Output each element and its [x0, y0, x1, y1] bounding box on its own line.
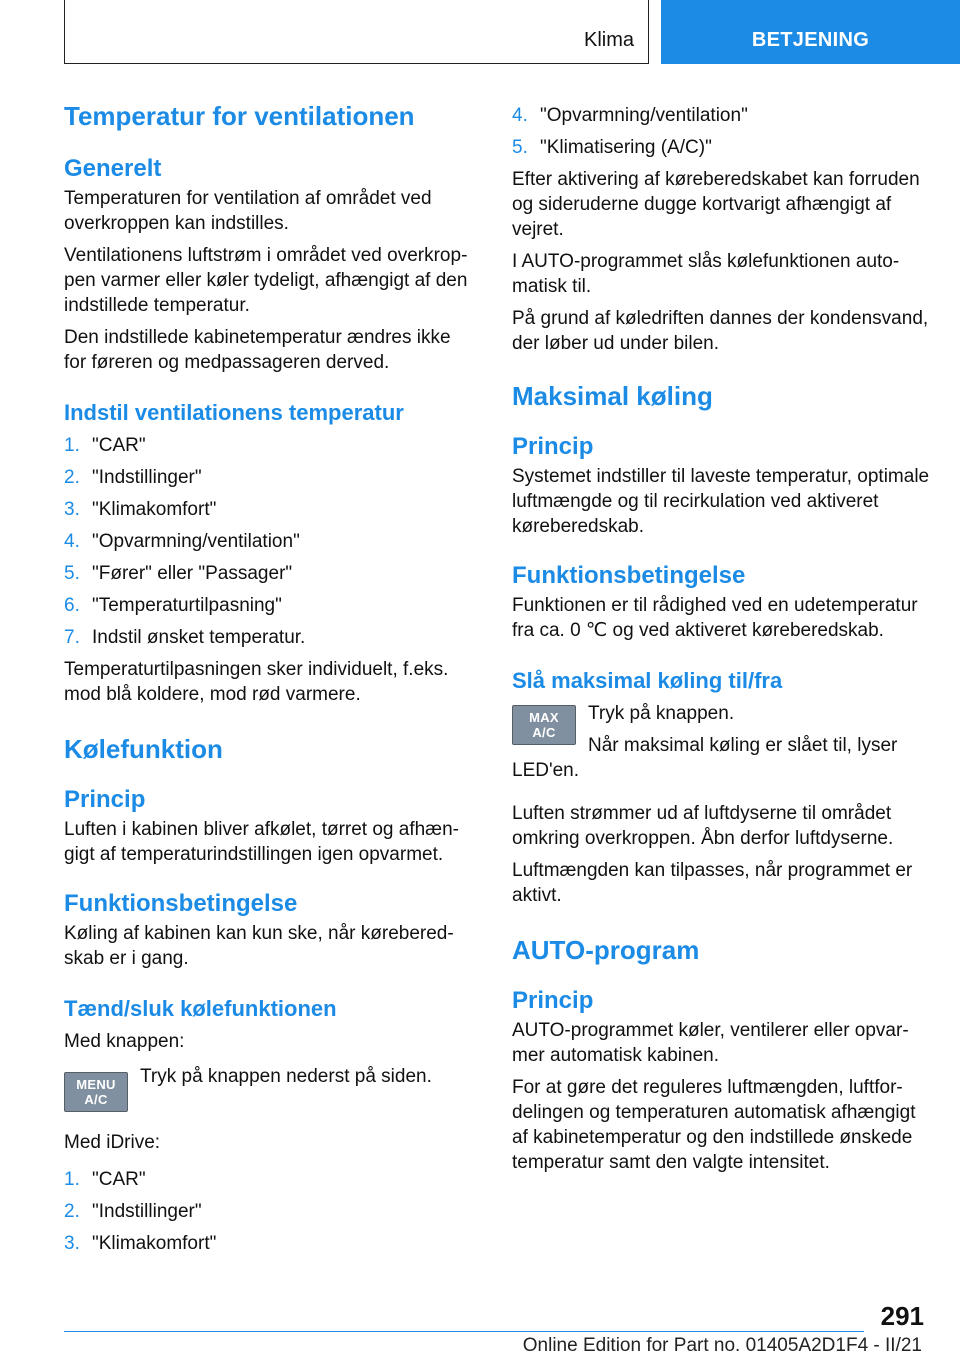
step-text: "Indstillinger"	[92, 467, 202, 488]
step-text: "Klimatisering (A/C)"	[540, 137, 712, 158]
list-item	[64, 465, 476, 490]
list-item	[64, 561, 476, 586]
paragraph: Tryk på knappen.	[588, 703, 735, 724]
heading-funktionsbetingelse: Funktionsbetingelse	[512, 562, 746, 589]
step-number: 3.	[64, 499, 80, 520]
page-number: 291	[880, 1301, 924, 1331]
step-number: 6.	[64, 595, 80, 616]
list-item	[512, 103, 932, 128]
menu-ac-button-label-1: MENU	[76, 1077, 116, 1092]
step-number: 5.	[64, 563, 80, 584]
heading-princip: Princip	[64, 786, 146, 813]
heading-slaa-maksimal: Slå maksimal køling til/fra	[512, 668, 783, 693]
step-number: 7.	[64, 627, 80, 648]
paragraph: Funktionen er til rådighed ved en udetemperatur fra ca. 0 ℃ og ved aktiveret køreberedskab.	[512, 595, 918, 641]
max-ac-row	[512, 701, 932, 783]
step-number: 2.	[64, 1201, 80, 1222]
step-text: "Opvarmning/ventilation"	[540, 105, 748, 126]
paragraph: Den indstillede kabinetemperatur ændres ikke for føreren og medpassageren derved.	[64, 327, 451, 373]
paragraph: Tryk på knappen nederst på siden.	[140, 1066, 432, 1087]
paragraph: AUTO-programmet køler, ventilerer eller opvarmer automatisk kabinen.	[512, 1020, 909, 1066]
step-number: 1.	[64, 1169, 80, 1190]
list-item	[64, 1167, 476, 1192]
step-number: 2.	[64, 467, 80, 488]
menu-ac-row	[64, 1064, 476, 1112]
paragraph: Efter aktivering af køreberedskabet kan forruden og sideruderne dugge kortvarigt afhængigt af vejret.	[512, 169, 920, 240]
paragraph: LED'en.	[512, 760, 580, 781]
step-number: 5.	[512, 137, 528, 158]
paragraph: Med knappen:	[64, 1031, 185, 1052]
heading-funktionsbetingelse: Funktionsbetingelse	[64, 890, 298, 917]
step-list	[64, 1167, 476, 1256]
left-column	[64, 100, 476, 1263]
paragraph: Temperaturen for ventilation af området ved overkroppen kan indstilles.	[64, 188, 432, 234]
heading-generelt: Generelt	[64, 155, 162, 182]
step-number: 4.	[64, 531, 80, 552]
paragraph: Luftmængden kan tilpasses, når programmet er aktivt.	[512, 860, 913, 906]
heading-maksimal-koeling: Maksimal køling	[512, 381, 713, 411]
paragraph: Ventilationens luftstrøm i området ved overkroppen varmer eller køler tydeligt, afhængigt af den indstillede temperatur.	[64, 245, 468, 316]
max-ac-button-label-1: MAX	[529, 710, 559, 725]
heading-indstil-ventilation: Indstil ventilationens temperatur	[64, 400, 404, 425]
step-text: "CAR"	[92, 1169, 146, 1190]
step-text: "Indstillinger"	[92, 1201, 202, 1222]
list-item	[512, 135, 932, 160]
paragraph: Køling af kabinen kan kun ske, når køreberedskab er i gang.	[64, 923, 454, 969]
heading-temperatur-ventilation: Temperatur for ventilationen	[64, 101, 415, 131]
list-item	[64, 593, 476, 618]
heading-princip: Princip	[512, 433, 594, 460]
step-text: Indstil ønsket temperatur.	[92, 627, 306, 648]
paragraph: For at gøre det reguleres luftmængden, luftfordelingen og temperaturen automatisk afhængigt af kabinetemperatur og den indstillede ønskede temperatur samt den valgte intensitet.	[512, 1077, 916, 1173]
step-list	[64, 433, 476, 650]
list-item	[64, 625, 476, 650]
footer-divider	[64, 1331, 864, 1332]
right-column	[512, 103, 932, 1175]
paragraph: På grund af køledriften dannes der kondensvand, der løber ud under bilen.	[512, 308, 929, 354]
header-chapter-box	[64, 0, 649, 64]
paragraph: Når maksimal køling er slået til, lyser	[588, 735, 898, 756]
header-chapter-title: Klima	[583, 29, 634, 51]
step-text: "Klimakomfort"	[92, 499, 217, 520]
step-number: 3.	[64, 1233, 80, 1254]
step-number: 1.	[64, 435, 80, 456]
paragraph: Luften i kabinen bliver afkølet, tørret og afhængigt af temperaturindstillingen igen opvarmet.	[64, 819, 459, 865]
header-section-box	[661, 0, 960, 64]
max-ac-button-label-2: A/C	[532, 725, 556, 740]
step-text: "Fører" eller "Passager"	[92, 563, 293, 584]
paragraph: Systemet indstiller til laveste temperatur, optimale luftmængde og til recirkulation ved aktiveret køreberedskab.	[512, 466, 930, 537]
heading-taend-sluk: Tænd/sluk kølefunktionen	[64, 996, 337, 1021]
step-number: 4.	[512, 105, 528, 126]
step-text: "Temperaturtilpasning"	[92, 595, 282, 616]
heading-princip: Princip	[512, 987, 594, 1014]
heading-auto-program: AUTO-program	[512, 935, 700, 965]
paragraph: I AUTO-programmet slås kølefunktionen automatisk til.	[512, 251, 900, 297]
max-ac-button-icon	[512, 705, 576, 745]
step-list	[512, 103, 932, 160]
heading-koelefunktion: Kølefunktion	[64, 734, 223, 764]
paragraph: Med iDrive:	[64, 1132, 161, 1153]
menu-ac-button-label-2: A/C	[84, 1092, 108, 1107]
menu-ac-button-icon	[64, 1072, 128, 1112]
list-item	[64, 529, 476, 554]
step-text: "Opvarmning/ventilation"	[92, 531, 300, 552]
paragraph: Temperaturtilpasningen sker individuelt, f.eks. mod blå koldere, mod rød varmere.	[64, 659, 449, 705]
list-item	[64, 1199, 476, 1224]
step-text: "CAR"	[92, 435, 146, 456]
header-section-title: BETJENING	[751, 29, 870, 51]
list-item	[64, 1231, 476, 1256]
paragraph: Luften strømmer ud af luftdyserne til området omkring overkroppen. Åbn derfor luftdyserne.	[512, 803, 894, 849]
step-text: "Klimakomfort"	[92, 1233, 217, 1254]
footer-edition: Online Edition for Part no. 01405A2D1F4 - II/21	[522, 1335, 922, 1356]
list-item	[64, 497, 476, 522]
list-item	[64, 433, 476, 458]
